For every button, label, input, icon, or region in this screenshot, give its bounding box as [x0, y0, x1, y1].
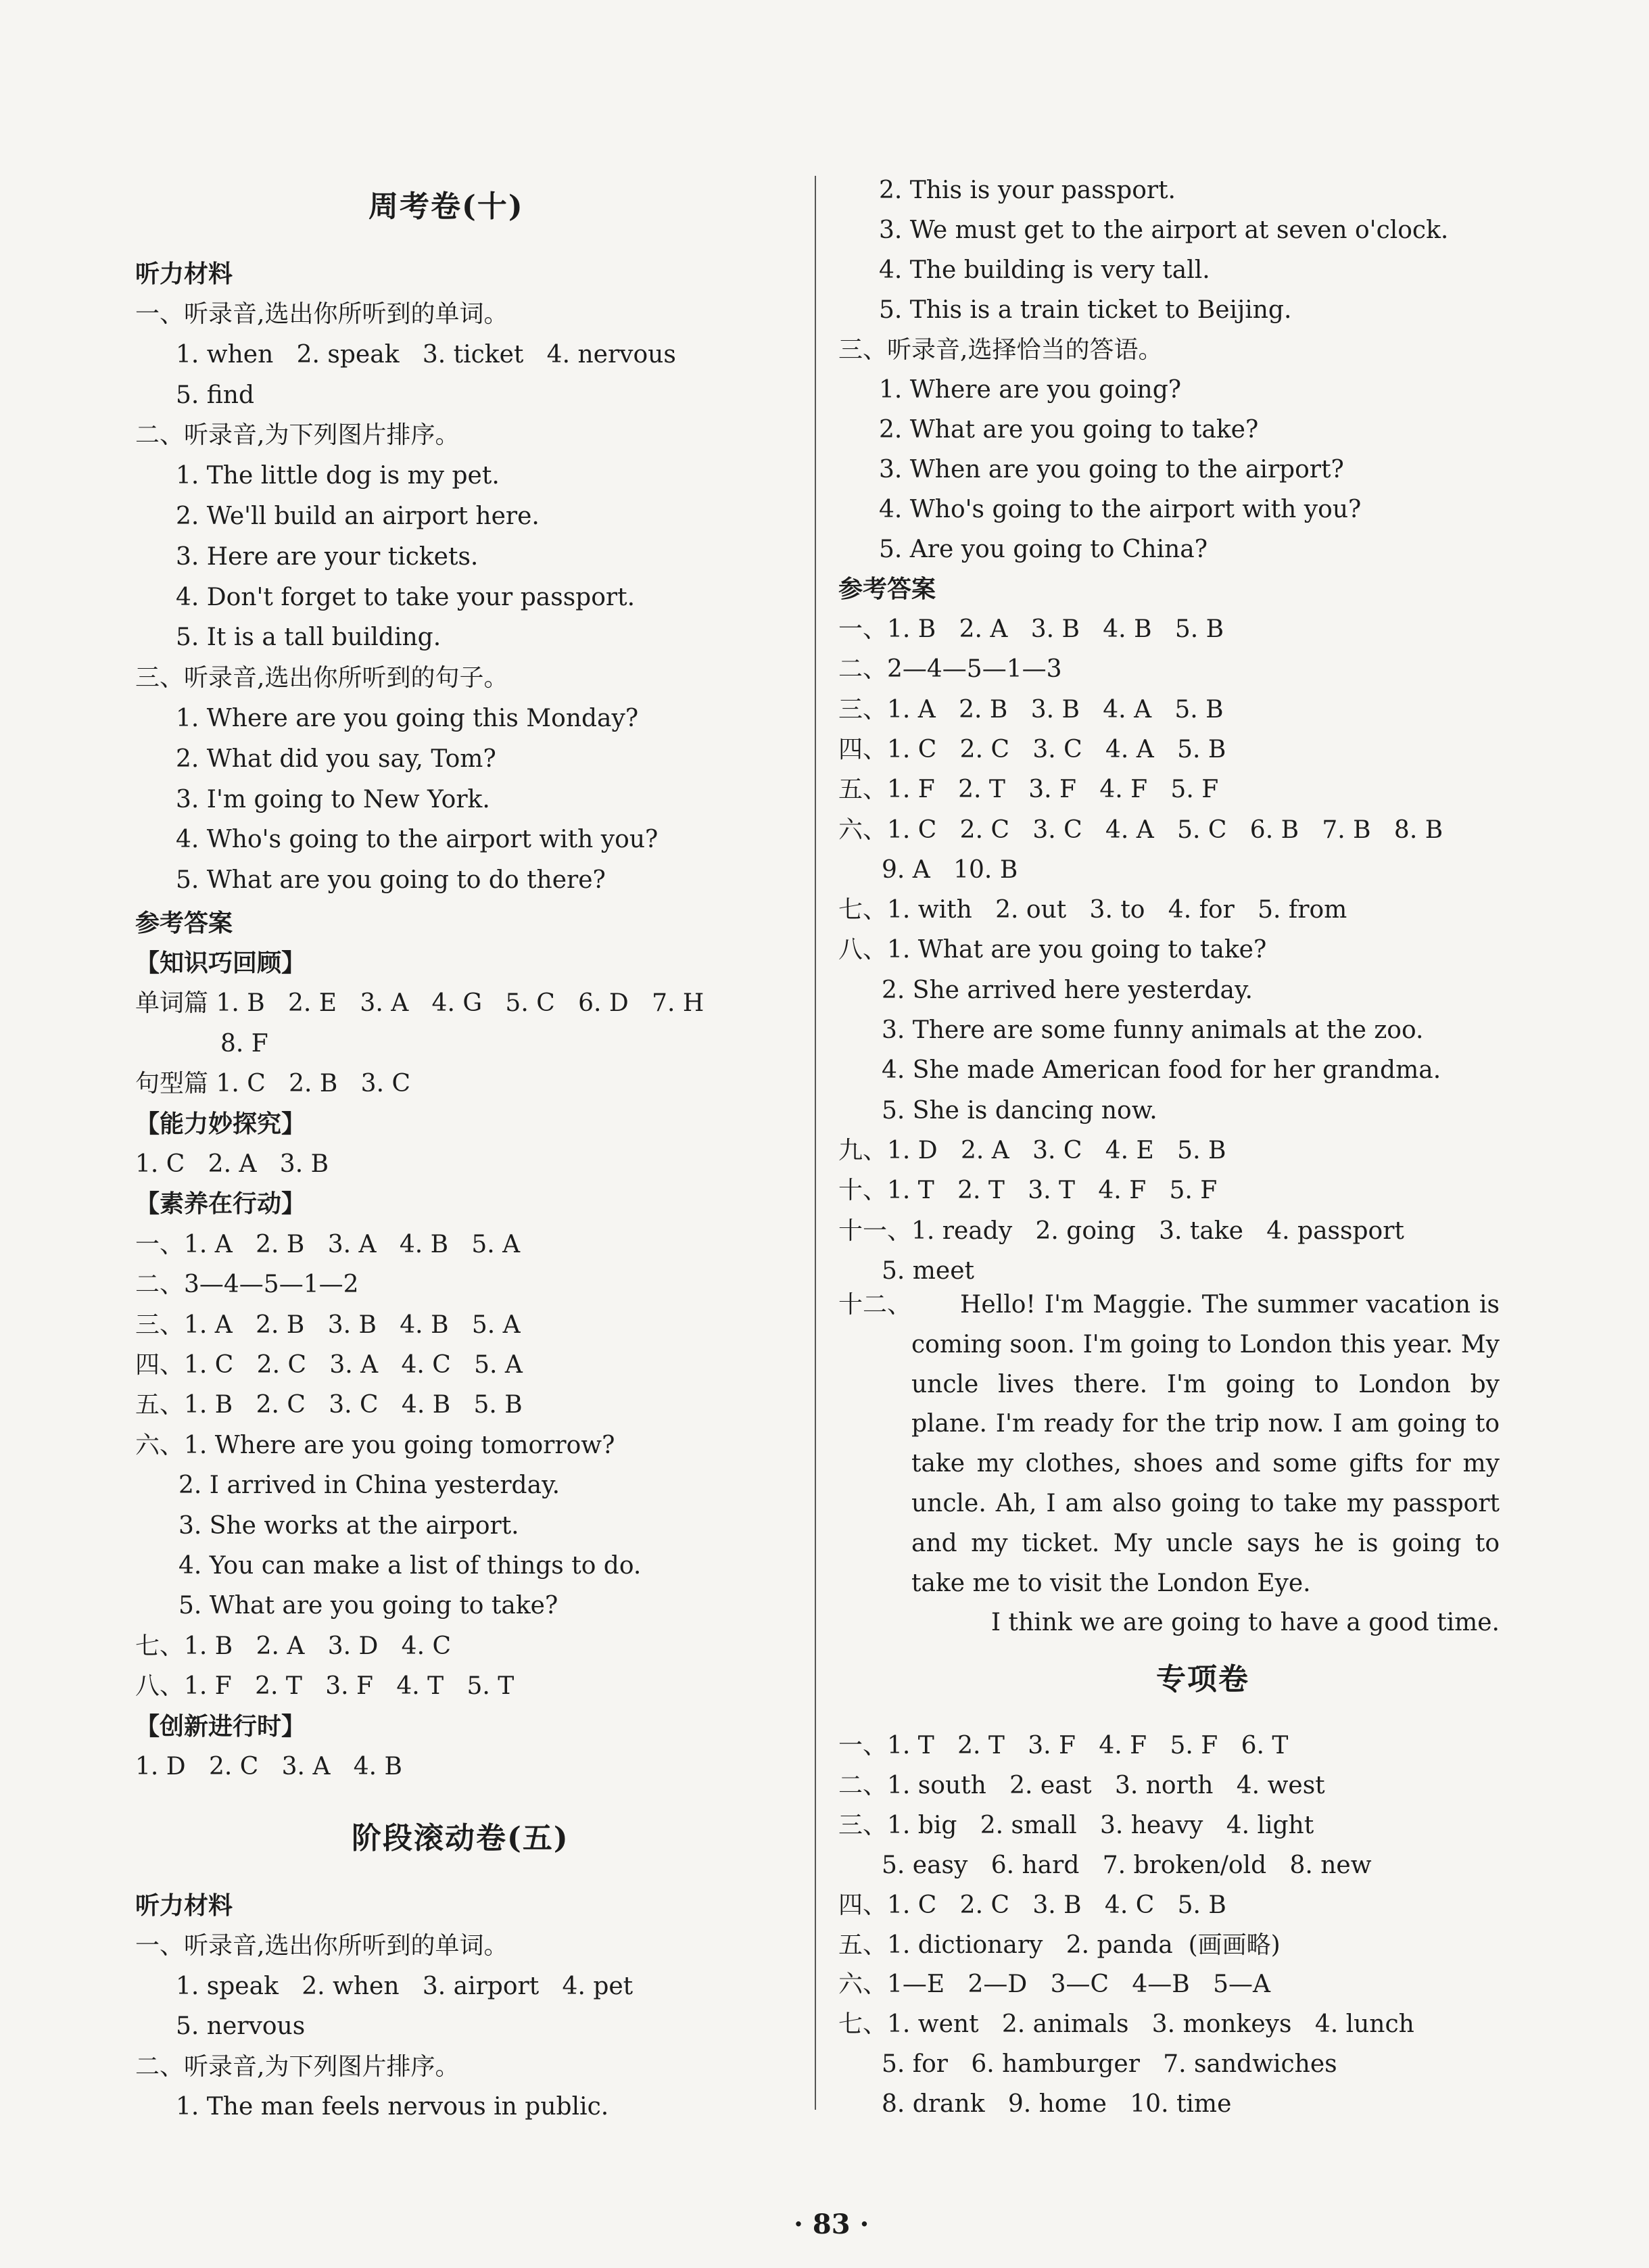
text-line: 句型篇 1. C 2. B 3. C	[135, 1070, 411, 1098]
section-title-2: 阶段滚动卷(五)	[352, 1821, 569, 1856]
text-line: 4. Don't forget to take your passport.	[176, 583, 636, 611]
text-line: 九、1. D 2. A 3. C 4. E 5. B	[838, 1136, 1226, 1164]
text-line: 七、1. with 2. out 3. to 4. for 5. from	[838, 896, 1347, 924]
text-line: 1. speak 2. when 3. airport 4. pet	[176, 1972, 634, 2000]
text-line: 5. It is a tall building.	[176, 623, 441, 652]
text-line: 1. The little dog is my pet.	[176, 462, 500, 490]
text-line: 2. What are you going to take?	[879, 416, 1259, 444]
text-line: 二、听录音,为下列图片排序。	[135, 421, 460, 450]
text-line: 四、1. C 2. C 3. B 4. C 5. B	[838, 1891, 1226, 1919]
essay-end: I think we are going to have a good time.	[990, 1609, 1500, 1637]
text-line: 9. A 10. B	[882, 855, 1018, 884]
text-line: 4. Who's going to the airport with you?	[879, 496, 1362, 523]
answers-heading-r: 参考答案	[838, 575, 936, 603]
text-line: 5. find	[176, 381, 255, 409]
text-line: 四、1. C 2. C 3. C 4. A 5. B	[838, 735, 1226, 763]
answers-heading: 参考答案	[135, 909, 233, 937]
text-line: 1. Where are you going?	[879, 376, 1182, 404]
text-line: 1. Where are you going this Monday?	[176, 705, 639, 732]
subsection-heading: 【能力妙探究】	[135, 1110, 306, 1138]
essay-text	[911, 1285, 1500, 1643]
text-line: 2. We'll build an airport here.	[176, 502, 540, 530]
text-line: 2. This is your passport.	[879, 176, 1176, 204]
text-line: 五、1. B 2. C 3. C 4. B 5. B	[135, 1391, 523, 1419]
text-line: 5. meet	[882, 1256, 975, 1285]
text-line: 3. Here are your tickets.	[176, 542, 479, 571]
subsection-heading: 【创新进行时】	[135, 1712, 306, 1741]
text-line: 一、听录音,选出你所听到的单词。	[135, 300, 508, 328]
text-line: 5. Are you going to China?	[879, 536, 1208, 563]
text-line: 5. easy 6. hard 7. broken/old 8. new	[882, 1851, 1372, 1879]
text-line: 三、1. big 2. small 3. heavy 4. light	[838, 1811, 1314, 1839]
text-line: 3. I'm going to New York.	[176, 785, 490, 813]
text-line: 三、听录音,选择恰当的答语。	[838, 336, 1163, 364]
text-line: 一、1. T 2. T 3. F 4. F 5. F 6. T	[838, 1732, 1289, 1759]
text-line: 六、1. C 2. C 3. C 4. A 5. C 6. B 7. B 8. B	[838, 816, 1443, 844]
text-line: 8. F	[220, 1029, 268, 1058]
text-line: 五、1. F 2. T 3. F 4. F 5. F	[838, 776, 1219, 804]
text-line: 十、1. T 2. T 3. T 4. F 5. F	[838, 1177, 1218, 1205]
text-line: 二、听录音,为下列图片排序。	[135, 2052, 460, 2081]
text-line: 一、听录音,选出你所听到的单词。	[135, 1932, 508, 1960]
section-title-3: 专项卷	[1156, 1662, 1249, 1697]
text-line: 1. C 2. A 3. B	[135, 1150, 329, 1178]
text-line: 三、1. A 2. B 3. B 4. A 5. B	[838, 695, 1224, 724]
text-line: 三、听录音,选出你所听到的句子。	[135, 664, 508, 692]
text-line: 5. nervous	[176, 2012, 306, 2041]
text-line: 4. Who's going to the airport with you?	[176, 826, 659, 854]
text-line: 1. The man feels nervous in public.	[176, 2093, 609, 2121]
text-line: 一、1. A 2. B 3. A 4. B 5. A	[135, 1230, 521, 1258]
listening-heading: 听力材料	[135, 260, 233, 288]
text-line: 4. She made American food for her grandma.	[882, 1056, 1441, 1085]
text-line: 五、1. dictionary 2. panda (画画略)	[838, 1931, 1281, 1959]
text-line: 单词篇 1. B 2. E 3. A 4. G 5. C 6. D 7. H	[135, 989, 704, 1018]
text-line: 4. The building is very tall.	[879, 256, 1210, 284]
text-line: 2. She arrived here yesterday.	[882, 976, 1253, 1004]
page-number: · 83 ·	[794, 2208, 869, 2240]
text-line: 1. D 2. C 3. A 4. B	[135, 1753, 403, 1780]
text-line: 3. When are you going to the airport?	[879, 456, 1344, 483]
text-line: 4. You can make a list of things to do.	[178, 1552, 642, 1580]
essay-label: 十二、	[838, 1291, 912, 1319]
text-line: 5. This is a train ticket to Beijing.	[879, 296, 1292, 324]
subsection-heading: 【素养在行动】	[135, 1190, 306, 1219]
text-line: 2. I arrived in China yesterday.	[178, 1471, 560, 1500]
text-line: 十一、1. ready 2. going 3. take 4. passport	[838, 1216, 1404, 1245]
text-line: 3. There are some funny animals at the zoo.	[882, 1016, 1424, 1044]
column-divider	[815, 176, 816, 2110]
page-number-value: 83	[812, 2208, 851, 2240]
text-line: 二、3—4—5—1—2	[135, 1271, 359, 1299]
text-line: 3. We must get to the airport at seven o'clock.	[879, 216, 1449, 244]
text-line: 2. What did you say, Tom?	[176, 745, 496, 773]
text-line: 一、1. B 2. A 3. B 4. B 5. B	[838, 615, 1224, 643]
text-line: 5. What are you going to do there?	[176, 866, 606, 895]
text-line: 八、1. What are you going to take?	[838, 936, 1267, 964]
text-line: 3. She works at the airport.	[178, 1511, 519, 1540]
essay-body: Hello! I'm Maggie. The summer vacation is coming soon. I'm going to London this year. My uncle lives there. I'm going to London by plane. I'm ready for the trip now. I am going to take my clothes, shoes and some gifts for my uncle. Ah, I am also going to take my passport and my ticket. My uncle says he is going to take me to visit the London Eye.	[911, 1291, 1500, 1597]
text-line: 四、1. C 2. C 3. A 4. C 5. A	[135, 1351, 523, 1379]
text-line: 1. when 2. speak 3. ticket 4. nervous	[176, 340, 676, 369]
text-line: 二、1. south 2. east 3. north 4. west	[838, 1771, 1325, 1799]
text-line: 二、2—4—5—1—3	[838, 655, 1062, 684]
text-line: 六、1—E 2—D 3—C 4—B 5—A	[838, 1970, 1270, 1999]
text-line: 七、1. went 2. animals 3. monkeys 4. lunch	[838, 2010, 1414, 2039]
subsection-heading: 【知识巧回顾】	[135, 949, 306, 977]
text-line: 六、1. Where are you going tomorrow?	[135, 1431, 615, 1459]
text-line: 5. She is dancing now.	[882, 1096, 1157, 1125]
text-line: 5. for 6. hamburger 7. sandwiches	[882, 2050, 1337, 2079]
text-line: 八、1. F 2. T 3. F 4. T 5. T	[135, 1672, 515, 1701]
text-line: 8. drank 9. home 10. time	[882, 2090, 1232, 2119]
text-line: 七、1. B 2. A 3. D 4. C	[135, 1632, 452, 1660]
listening-heading-2: 听力材料	[135, 1892, 233, 1920]
section-title: 周考卷(十)	[368, 189, 524, 224]
text-line: 三、1. A 2. B 3. B 4. B 5. A	[135, 1310, 521, 1339]
text-line: 5. What are you going to take?	[178, 1592, 558, 1620]
